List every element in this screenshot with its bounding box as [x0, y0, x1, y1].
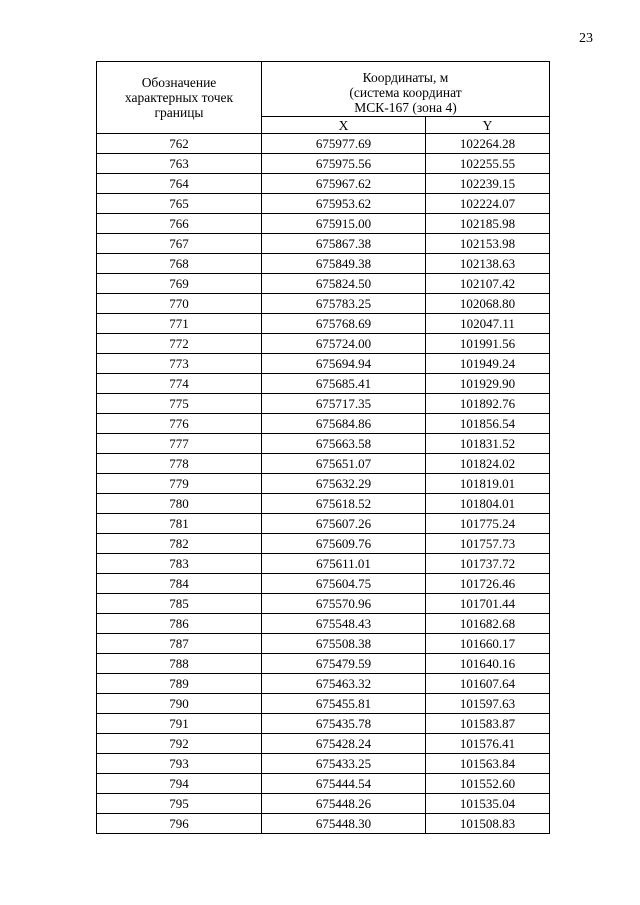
point-id-cell: 794 [97, 774, 262, 794]
x-coordinate-cell: 675694.94 [262, 354, 426, 374]
table-row [97, 714, 550, 734]
point-label-header [97, 62, 262, 134]
table-row [97, 454, 550, 474]
point-id-cell: 765 [97, 194, 262, 214]
y-coordinate-cell: 101737.72 [426, 554, 550, 574]
table-row [97, 154, 550, 174]
y-coordinate-cell: 101824.02 [426, 454, 550, 474]
x-coordinate-cell: 675609.76 [262, 534, 426, 554]
x-coordinate-cell: 675685.41 [262, 374, 426, 394]
point-id-cell: 764 [97, 174, 262, 194]
table-row [97, 354, 550, 374]
y-coordinate-cell: 102138.63 [426, 254, 550, 274]
x-coordinate-cell: 675448.30 [262, 814, 426, 834]
table-row [97, 274, 550, 294]
point-id-cell: 782 [97, 534, 262, 554]
point-id-cell: 774 [97, 374, 262, 394]
table-row [97, 554, 550, 574]
y-coordinate-cell: 101508.83 [426, 814, 550, 834]
x-coordinate-cell: 675435.78 [262, 714, 426, 734]
point-id-cell: 771 [97, 314, 262, 334]
table-row [97, 174, 550, 194]
y-coordinate-cell: 101757.73 [426, 534, 550, 554]
y-coordinate-cell: 102047.11 [426, 314, 550, 334]
table-row [97, 134, 550, 154]
coordinates-header [262, 62, 550, 117]
point-id-cell: 787 [97, 634, 262, 654]
y-coordinate-cell: 101819.01 [426, 474, 550, 494]
point-id-cell: 789 [97, 674, 262, 694]
table-row [97, 774, 550, 794]
x-coordinate-cell: 675632.29 [262, 474, 426, 494]
x-coordinate-cell: 675768.69 [262, 314, 426, 334]
y-coordinate-cell: 102107.42 [426, 274, 550, 294]
y-coordinate-cell: 102264.28 [426, 134, 550, 154]
table-row [97, 634, 550, 654]
x-coordinate-cell: 675783.25 [262, 294, 426, 314]
table-row [97, 734, 550, 754]
point-id-cell: 775 [97, 394, 262, 414]
point-label-line: характерных точек [124, 90, 234, 105]
coords-label-line: Координаты, м [362, 70, 449, 85]
x-coordinate-cell: 675915.00 [262, 214, 426, 234]
y-coordinate-cell: 101640.16 [426, 654, 550, 674]
x-coordinate-cell: 675611.01 [262, 554, 426, 574]
x-coordinate-cell: 675849.38 [262, 254, 426, 274]
x-coordinate-cell: 675508.38 [262, 634, 426, 654]
point-id-cell: 778 [97, 454, 262, 474]
y-coordinate-cell: 101775.24 [426, 514, 550, 534]
x-coordinate-cell: 675570.96 [262, 594, 426, 614]
x-coordinate-cell: 675548.43 [262, 614, 426, 634]
point-id-cell: 783 [97, 554, 262, 574]
point-id-cell: 762 [97, 134, 262, 154]
y-coordinate-cell: 101726.46 [426, 574, 550, 594]
point-id-cell: 784 [97, 574, 262, 594]
y-coordinate-cell: 101831.52 [426, 434, 550, 454]
x-coordinate-cell: 675724.00 [262, 334, 426, 354]
point-id-cell: 791 [97, 714, 262, 734]
point-id-cell: 766 [97, 214, 262, 234]
table-row [97, 494, 550, 514]
x-coordinate-cell: 675479.59 [262, 654, 426, 674]
point-id-cell: 770 [97, 294, 262, 314]
point-id-cell: 769 [97, 274, 262, 294]
x-coordinate-cell: 675618.52 [262, 494, 426, 514]
y-coordinate-cell: 101701.44 [426, 594, 550, 614]
table-row [97, 434, 550, 454]
y-coordinate-cell: 101804.01 [426, 494, 550, 514]
x-coordinate-cell: 675448.26 [262, 794, 426, 814]
y-coordinate-cell: 101552.60 [426, 774, 550, 794]
point-id-cell: 767 [97, 234, 262, 254]
y-coordinate-cell: 102224.07 [426, 194, 550, 214]
y-coordinate-cell: 102255.55 [426, 154, 550, 174]
point-label-line: Обозначение [141, 75, 217, 90]
table-row [97, 194, 550, 214]
table-row [97, 234, 550, 254]
point-id-cell: 763 [97, 154, 262, 174]
y-coordinate-cell: 102185.98 [426, 214, 550, 234]
point-id-cell: 790 [97, 694, 262, 714]
point-label-line: границы [154, 105, 204, 120]
table-row [97, 214, 550, 234]
table-row [97, 674, 550, 694]
point-id-cell: 788 [97, 654, 262, 674]
y-coordinate-cell: 102239.15 [426, 174, 550, 194]
table-row [97, 394, 550, 414]
y-coordinate-cell: 102068.80 [426, 294, 550, 314]
table-row [97, 314, 550, 334]
y-coordinate-cell: 101583.87 [426, 714, 550, 734]
x-column-header: X [262, 117, 426, 134]
table-row [97, 814, 550, 834]
point-id-cell: 785 [97, 594, 262, 614]
x-coordinate-cell: 675444.54 [262, 774, 426, 794]
y-coordinate-cell: 101576.41 [426, 734, 550, 754]
x-coordinate-cell: 675684.86 [262, 414, 426, 434]
table-row [97, 254, 550, 274]
y-coordinate-cell: 101856.54 [426, 414, 550, 434]
coordinates-table-body [97, 134, 550, 834]
table-row [97, 614, 550, 634]
table-row [97, 294, 550, 314]
point-id-cell: 777 [97, 434, 262, 454]
y-coordinate-cell: 101535.04 [426, 794, 550, 814]
x-coordinate-cell: 675824.50 [262, 274, 426, 294]
table-row [97, 754, 550, 774]
point-id-cell: 781 [97, 514, 262, 534]
point-id-cell: 792 [97, 734, 262, 754]
x-coordinate-cell: 675977.69 [262, 134, 426, 154]
x-coordinate-cell: 675867.38 [262, 234, 426, 254]
coords-label-line: (система координат [349, 85, 462, 100]
table-row [97, 514, 550, 534]
point-id-cell: 786 [97, 614, 262, 634]
table-row [97, 374, 550, 394]
y-coordinate-cell: 101597.63 [426, 694, 550, 714]
y-coordinate-cell: 101991.56 [426, 334, 550, 354]
y-coordinate-cell: 101929.90 [426, 374, 550, 394]
x-coordinate-cell: 675663.58 [262, 434, 426, 454]
table-row [97, 534, 550, 554]
coordinates-table [96, 61, 550, 834]
point-id-cell: 795 [97, 794, 262, 814]
y-coordinate-cell: 101682.68 [426, 614, 550, 634]
table-row [97, 574, 550, 594]
coords-label-line: МСК-167 (зона 4) [354, 100, 457, 115]
y-coordinate-cell: 101660.17 [426, 634, 550, 654]
point-id-cell: 768 [97, 254, 262, 274]
x-coordinate-cell: 675607.26 [262, 514, 426, 534]
y-coordinate-cell: 102153.98 [426, 234, 550, 254]
point-id-cell: 779 [97, 474, 262, 494]
x-coordinate-cell: 675953.62 [262, 194, 426, 214]
table-row [97, 594, 550, 614]
table-row [97, 694, 550, 714]
x-coordinate-cell: 675651.07 [262, 454, 426, 474]
y-coordinate-cell: 101563.84 [426, 754, 550, 774]
x-coordinate-cell: 675433.25 [262, 754, 426, 774]
y-coordinate-cell: 101892.76 [426, 394, 550, 414]
x-coordinate-cell: 675455.81 [262, 694, 426, 714]
x-coordinate-cell: 675975.56 [262, 154, 426, 174]
table-row [97, 794, 550, 814]
y-coordinate-cell: 101607.64 [426, 674, 550, 694]
point-id-cell: 793 [97, 754, 262, 774]
point-id-cell: 772 [97, 334, 262, 354]
x-coordinate-cell: 675604.75 [262, 574, 426, 594]
point-id-cell: 776 [97, 414, 262, 434]
x-coordinate-cell: 675428.24 [262, 734, 426, 754]
point-id-cell: 780 [97, 494, 262, 514]
table-row [97, 334, 550, 354]
table-row [97, 654, 550, 674]
y-coordinate-cell: 101949.24 [426, 354, 550, 374]
table-row [97, 474, 550, 494]
y-column-header: Y [426, 117, 550, 134]
point-id-cell: 773 [97, 354, 262, 374]
table-row [97, 414, 550, 434]
point-id-cell: 796 [97, 814, 262, 834]
x-coordinate-cell: 675967.62 [262, 174, 426, 194]
x-coordinate-cell: 675463.32 [262, 674, 426, 694]
x-coordinate-cell: 675717.35 [262, 394, 426, 414]
page-number: 23 [579, 31, 593, 46]
